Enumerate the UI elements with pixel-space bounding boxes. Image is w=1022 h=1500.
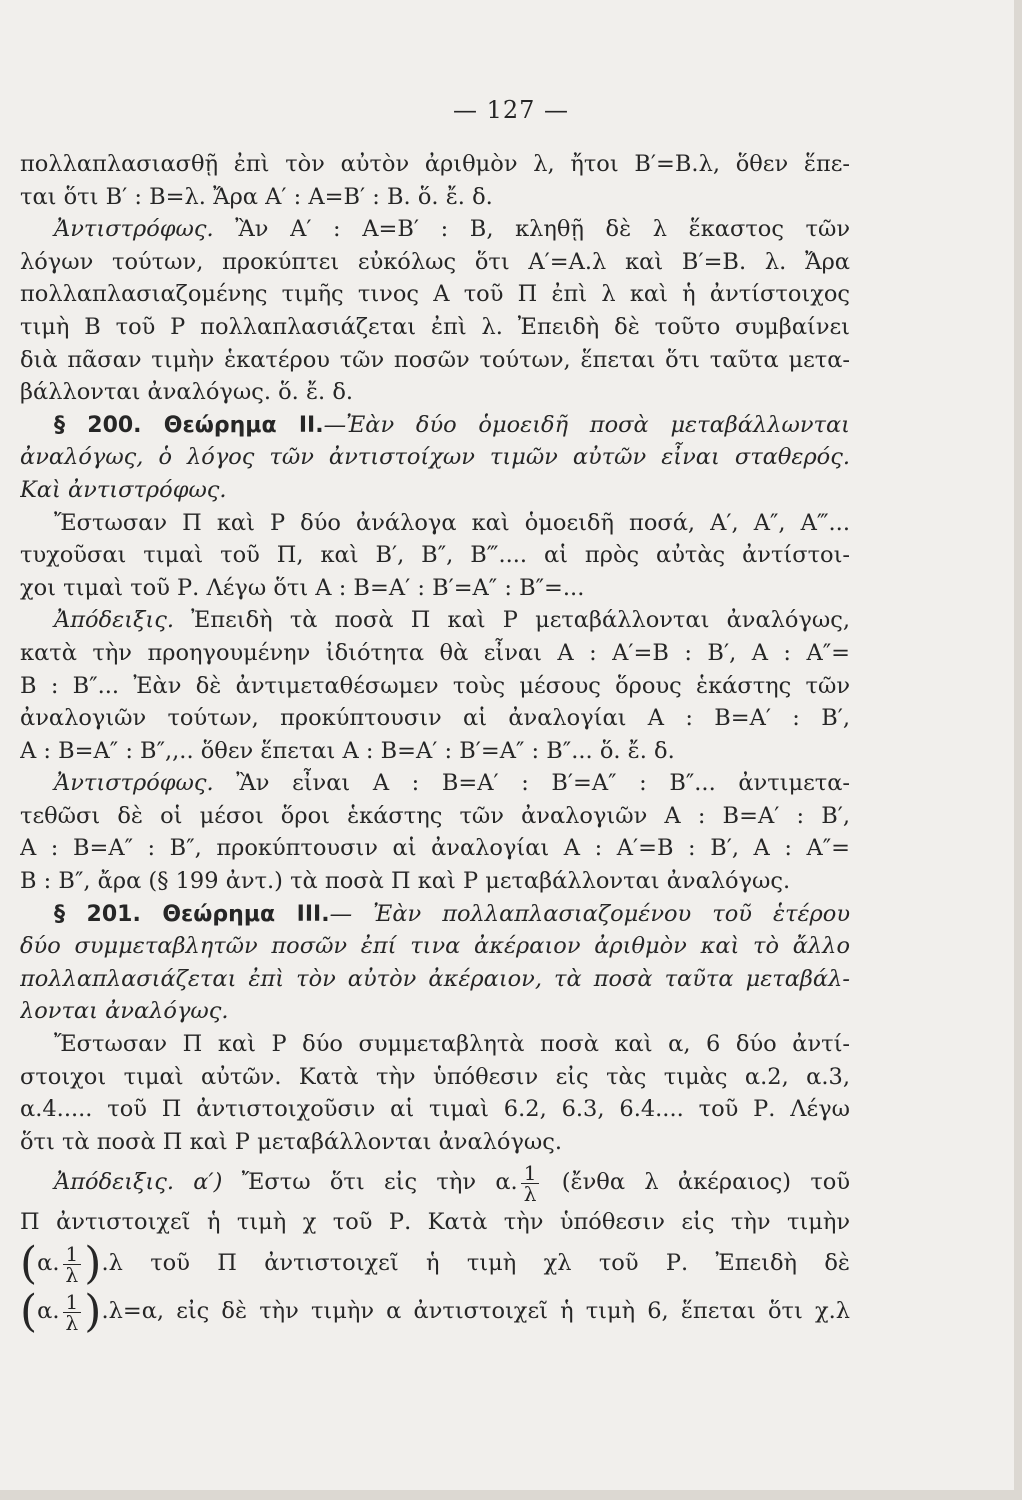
text-run: α. <box>37 1250 60 1276</box>
italic-run: Ἀπόδειξις. α′) <box>54 1169 223 1196</box>
text-line <box>20 278 850 311</box>
italic-run: —Ἐὰν δύο ὁμοειδῆ ποσὰ μεταβάλλωνται <box>323 411 850 438</box>
text-line <box>20 539 850 572</box>
text-line <box>20 800 850 833</box>
text-line <box>20 995 850 1028</box>
text-run: τυχοῦσαι τιμαὶ τοῦ Π, καὶ Β′, Β″, Β‴.... αἱ πρὸς αὐτὰς ἀντίστοι- <box>20 542 850 569</box>
theorem-heading: § 201. Θεώρημα ΙΙΙ. <box>54 901 330 927</box>
text-line <box>20 181 850 214</box>
fraction <box>63 1289 82 1335</box>
text-line <box>20 572 850 605</box>
text-run: ται ὅτι Β′ : Β=λ. Ἄρα Α′ : Α=Β′ : Β. ὅ. ἔ. δ. <box>20 183 493 210</box>
italic-run: Ἀντιστρόφως. <box>54 216 214 243</box>
theorem-line <box>20 409 850 442</box>
text-line <box>20 963 850 996</box>
text-run: ὅτι τὰ ποσὰ Π καὶ Ρ μεταβάλλονται ἀναλόγως. <box>20 1128 562 1155</box>
fraction-denominator: λ <box>65 1262 79 1287</box>
text-line <box>20 344 850 377</box>
italic-run: Ἀντιστρόφως. <box>54 770 214 797</box>
text-line <box>20 735 850 768</box>
text-run: στοιχοι τιμαὶ αὐτῶν. Κατὰ τὴν ὑπόθεσιν εἰς τὰς τιμὰς α.2, α.3, <box>20 1063 850 1090</box>
text-line <box>20 213 850 246</box>
italic-run: Ἀπόδειξις. <box>54 607 174 634</box>
fraction-numerator: 1 <box>521 1163 540 1184</box>
fraction-denominator: λ <box>65 1310 79 1335</box>
text-run: α. <box>37 1298 60 1324</box>
text-run: Π ἀντιστοιχεῖ ἡ τιμὴ χ τοῦ Ρ. Κατὰ τὴν ὑπόθεσιν εἰς τὴν τιμὴν <box>20 1209 850 1236</box>
fraction <box>63 1241 82 1287</box>
text-run: Ἐπειδὴ τὰ ποσὰ Π καὶ Ρ μεταβάλλονται ἀναλόγως, <box>174 607 850 634</box>
italic-run: λονται ἀναλόγως. <box>20 998 229 1025</box>
text-line <box>20 604 850 637</box>
italic-run: — Ἐὰν πολλαπλασιαζομένου τοῦ ἑτέρου <box>329 900 850 927</box>
text-run: Β : Β″... Ἐὰν δὲ ἀντιμεταθέσωμεν τοὺς μέσους ὅρους ἑκάστης τῶν <box>20 672 850 699</box>
theorem-heading: § 200. Θεώρημα ΙΙ. <box>54 412 324 438</box>
text-line <box>20 1287 850 1335</box>
text-run: (ἔνθα λ ἀκέραιος) τοῦ <box>542 1169 850 1196</box>
text-run: πολλαπλασιασθῇ ἐπὶ τὸν αὐτὸν ἀριθμὸν λ, ἤτοι Β′=Β.λ, ὅθεν ἕπε- <box>20 151 850 177</box>
text-run: Ἂν Α′ : Α=Β′ : Β, κληθῇ δὲ λ ἕκαστος τῶν <box>213 216 850 243</box>
text-run: Α : Β=Α″ : Β″,,.. ὅθεν ἕπεται Α : Β=Α′ : Β′=Α″ : Β″... ὅ. ἔ. δ. <box>20 737 675 764</box>
paren-open: ( <box>20 1239 38 1287</box>
page-number: — 127 — <box>452 96 570 124</box>
text-line <box>20 148 850 181</box>
italic-run: δύο συμμεταβλητῶν ποσῶν ἐπί τινα ἀκέραιον ἀριθμὸν καὶ τὸ ἄλλο <box>20 933 850 960</box>
text-line <box>20 441 850 474</box>
body-text <box>20 148 850 1335</box>
text-line <box>20 832 850 865</box>
text-run: διὰ πᾶσαν τιμὴν ἑκατέρου τῶν ποσῶν τούτων, ἕπεται ὅτι ταῦτα μετα- <box>20 346 850 373</box>
text-run: πολλαπλασιαζομένης τιμῆς τινος Α τοῦ Π ἐπὶ λ καὶ ἡ ἀντίστοιχος <box>20 281 850 308</box>
text-line <box>20 1126 850 1159</box>
text-run: Ἂν εἶναι Α : Β=Α′ : Β′=Α″ : Β″... ἀντιμετα- <box>213 770 850 797</box>
text-run: Β : Β″, ἄρα (§ 199 ἀντ.) τὰ ποσὰ Π καὶ Ρ μεταβάλλονται ἀναλόγως. <box>20 868 791 895</box>
text-line <box>20 376 850 409</box>
text-run: Ἔστωσαν Π καὶ Ρ δύο συμμεταβλητὰ ποσὰ καὶ α, 6 δύο ἀντί- <box>54 1031 850 1058</box>
text-line <box>20 1206 850 1239</box>
text-line <box>20 930 850 963</box>
text-run: λόγων τούτων, προκύπτει εὐκόλως ὅτι Α′=Α.λ καὶ Β′=Β. λ. Ἄρα <box>20 248 850 275</box>
text-line <box>20 1158 850 1206</box>
text-line <box>20 637 850 670</box>
fraction-numerator: 1 <box>63 1292 82 1313</box>
text-run: Ἔστωσαν Π καὶ Ρ δύο ἀνάλογα καὶ ὁμοειδῆ ποσά, Α′, Α″, Α‴... <box>54 509 850 536</box>
text-run: Α : Β=Α″ : Β″, προκύπτουσιν αἱ ἀναλογίαι Α : Α′=Β : Β′, Α : Α″= <box>20 835 850 862</box>
fraction-denominator: λ <box>523 1181 537 1206</box>
theorem-line <box>20 898 850 931</box>
text-run: βάλλονται ἀναλόγως. ὅ. ἔ. δ. <box>20 379 354 406</box>
text-run: ἀναλογιῶν τούτων, προκύπτουσιν αἱ ἀναλογίαι Α : Β=Α′ : Β′, <box>20 705 850 732</box>
text-line <box>20 1061 850 1094</box>
text-run: χοι τιμαὶ τοῦ Ρ. Λέγω ὅτι Α : Β=Α′ : Β′=Α″ : Β″=... <box>20 574 585 601</box>
text-line <box>20 311 850 344</box>
fraction-numerator: 1 <box>63 1244 82 1265</box>
text-run: .λ τοῦ Π ἀντιστοιχεῖ ἡ τιμὴ χλ τοῦ Ρ. Ἐπειδὴ δὲ <box>101 1250 850 1276</box>
italic-run: ἀναλόγως, ὁ λόγος τῶν ἀντιστοίχων τιμῶν αὐτῶν εἶναι σταθερός. <box>20 444 850 471</box>
text-run: τιμὴ Β τοῦ Ρ πολλαπλασιάζεται ἐπὶ λ. Ἐπειδὴ δὲ τοῦτο συμβαίνει <box>20 313 850 340</box>
text-line <box>20 1093 850 1126</box>
text-line <box>20 767 850 800</box>
paren-close: ) <box>84 1287 102 1335</box>
text-line <box>20 507 850 540</box>
text-run: Ἔστω ὅτι εἰς τὴν α. <box>222 1169 518 1196</box>
text-run: .λ=α, εἰς δὲ τὴν τιμὴν α ἀντιστοιχεῖ ἡ τιμὴ 6, ἕπεται ὅτι χ.λ <box>101 1298 850 1324</box>
italic-run: πολλαπλασιάζεται ἐπὶ τὸν αὐτὸν ἀκέραιον, τὰ ποσὰ ταῦτα μεταβάλ- <box>20 965 850 992</box>
text-line <box>20 702 850 735</box>
text-line <box>20 1028 850 1061</box>
text-line <box>20 670 850 703</box>
italic-run: Καὶ ἀντιστρόφως. <box>20 476 227 503</box>
paren-open: ( <box>20 1287 38 1335</box>
fraction <box>521 1160 540 1206</box>
text-run: α.4..... τοῦ Π ἀντιστοιχοῦσιν αἱ τιμαὶ 6.2, 6.3, 6.4.... τοῦ Ρ. Λέγω <box>20 1096 850 1123</box>
paren-close: ) <box>84 1239 102 1287</box>
text-line <box>20 474 850 507</box>
text-line <box>20 865 850 898</box>
text-line <box>20 1239 850 1287</box>
text-line <box>20 246 850 279</box>
text-run: τεθῶσι δὲ οἱ μέσοι ὅροι ἑκάστης τῶν ἀναλογιῶν Α : Β=Α′ : Β′, <box>20 802 850 829</box>
text-run: κατὰ τὴν προηγουμένην ἰδιότητα θὰ εἶναι Α : Α′=Β : Β′, Α : Α″= <box>20 639 850 666</box>
